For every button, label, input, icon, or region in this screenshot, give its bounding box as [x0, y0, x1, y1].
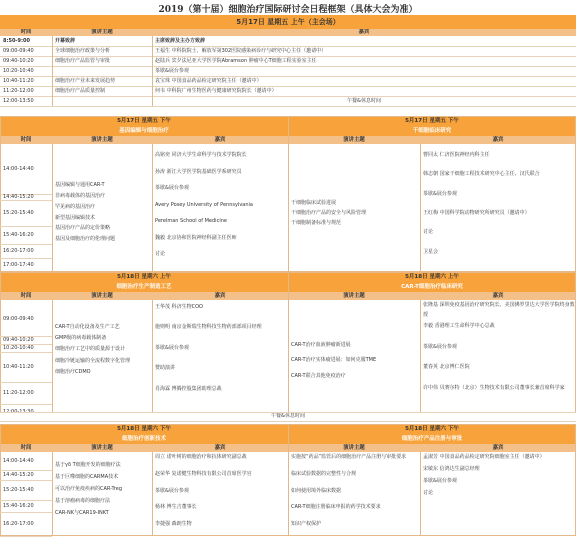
topic-cell: 基因及细胞治疗的伦理问题 [55, 236, 116, 243]
col-header-guest: 嘉宾 [152, 136, 288, 144]
day2_morning-left-subtitle: 细胞治疗生产制造工艺 [0, 282, 288, 292]
lunch-break: 午餐&休息时间 [0, 412, 576, 422]
col-header-time: 时间 [0, 444, 52, 452]
time-cell: 14:00-14:40 [3, 166, 34, 172]
col-header-time: 时间 [0, 292, 52, 300]
column-divider [288, 116, 289, 272]
time-cell: 16:20-17:00 [3, 521, 34, 527]
time-cell: 10:40-11:20 [3, 78, 34, 84]
guest-cell: 茶歇&展台参观 [423, 343, 457, 350]
row-divider [0, 412, 576, 413]
topic-cell: 基于溶瘤病毒的细胞疗法 [55, 498, 111, 504]
guest-cell: 茶歇&展台参观 [423, 190, 457, 197]
topic-cell: 干细胞治疗产品的安全与风险管理 [291, 210, 367, 216]
guest-cell: 周立 诺叶树的细胞治疗和抗体研究副总裁 [155, 454, 247, 460]
guest-cell: 午餐&休息时间 [347, 98, 381, 104]
topic-cell: 知识产权保护 [291, 521, 322, 528]
time-cell: 09:40-10:20 [3, 337, 34, 343]
topic-cell: CAR-T联合其他免疫治疗 [291, 372, 346, 379]
guest-cell: 茶歇&展台参观 [423, 478, 457, 484]
guest-cell: 曹同太 仁济医院神经内科主任 [423, 152, 490, 158]
time-cell: 09:00-09:40 [3, 316, 34, 322]
guest-cell: 袁宝珠 中国食品药品检定研究院主任（邀请中） [155, 78, 262, 84]
day2_morning-left-header: 5月18日 星期六 上午 [0, 272, 288, 282]
day1_afternoon-right-header: 5月17日 星期五 下午 [288, 116, 576, 126]
day1_afternoon-left-subtitle: 基因编辑与细胞治疗 [0, 126, 288, 136]
col-header-guest: 嘉宾 [152, 29, 576, 36]
topic-cell: 罕见病的基因治疗 [55, 203, 96, 210]
topic-cell: 细胞冷链运输的全流程数字化管理 [55, 357, 131, 364]
col-header-topic: 演讲主题 [52, 29, 152, 36]
topic-cell: 非病毒载体的基因治疗 [55, 192, 106, 199]
col-header-topic: 演讲主题 [288, 136, 420, 144]
topic-cell: 基因编辑与通用CAR-T [55, 182, 105, 188]
time-cell: 14:40-15:20 [3, 194, 34, 200]
topic-cell: 全球细胞治疗政策与分析 [55, 48, 111, 54]
time-cell: 15:20-15:40 [3, 487, 34, 493]
day1_afternoon-left-header: 5月17日 星期五 下午 [0, 116, 288, 126]
guest-cell: 韩志朝 国家干细胞工程技术研究中心主任、汉氏联合 [423, 171, 540, 178]
col-header-topic: 演讲主题 [52, 136, 152, 144]
topic-cell: 临床试验数据的完整性与合规 [291, 470, 357, 477]
time-cell: 17:00-17:40 [3, 262, 34, 268]
time-cell: 11:20-12:00 [3, 390, 34, 396]
guest-cell: 王福生 中科院院士、解放军第302医院感染病诊疗与研究中心主任（邀请中） [155, 48, 327, 54]
row-divider [0, 106, 576, 107]
day1-morning-header: 5月17日 星期五 上午（主会场） [0, 15, 576, 29]
col-header-time: 时间 [0, 136, 52, 144]
time-cell: 14:40-15:20 [3, 472, 34, 478]
topic-cell: 基于巨噬细胞的CARMA技术 [55, 474, 119, 480]
topic-cell: 基于γδ T细胞开发的细胞疗法 [55, 462, 121, 468]
topic-cell: CAR-T治疗实体瘤进展：如何克服TME [291, 357, 377, 364]
day2_afternoon-right-subtitle: 细胞治疗产品注册与审批 [288, 434, 576, 444]
guest-cell: 卫星会 [423, 248, 439, 255]
col-header-topic: 演讲主题 [288, 444, 420, 452]
guest-cell: 讨论 [155, 251, 166, 258]
topic-cell: 细胞治疗工艺中的质量源于设计 [55, 346, 126, 353]
topic-cell: 细胞治疗产品监管与审批 [55, 58, 111, 64]
time-cell: 10:20-10:40 [3, 68, 34, 74]
guest-cell: 许中伟 贝赛尔特（北京）生物技术有限公司董事长兼首席科学家 [423, 385, 565, 392]
col-header-guest: 嘉宾 [420, 136, 576, 144]
topic-cell: 细胞治疗CDMO [55, 368, 91, 375]
time-cell: 11:20-12:00 [3, 88, 34, 94]
row-divider [0, 421, 576, 422]
column-divider [52, 36, 53, 106]
guest-cell: 主席致辞及主办方致辞 [155, 38, 206, 44]
topic-cell: CAR-T细胞注册临床申报的药学技术要求 [291, 504, 381, 511]
guest-cell: 赵陆兵 宾夕法尼亚大学医学院Abramson 肿瘤中心T细胞工程实验室主任 [155, 58, 317, 64]
guest-cell: 讨论 [423, 490, 434, 496]
time-cell: 12:00-13:50 [3, 98, 34, 104]
guest-cell: 张隆基 深圳免疫基因治疗研究院长、美国佛罗里达大学医学院终身教授 [423, 302, 575, 318]
guest-cell: 宋敏东 信鸿达生副总经理 [423, 466, 480, 472]
topic-cell: 干细胞临床试验进展 [291, 200, 337, 206]
col-header-topic: 演讲主题 [52, 292, 152, 300]
guest-cell: 茶歇&展台参观 [155, 185, 189, 192]
time-cell: 15:20-15:40 [3, 210, 34, 216]
day2_morning-right-subtitle: CAR-T细胞治疗临床研究 [288, 282, 576, 292]
guest-cell: 王华茂 科济生物COO [155, 304, 203, 310]
topic-cell: CAR-T治疗血液肿瘤新进展 [291, 342, 351, 348]
col-header-guest: 嘉宾 [152, 444, 288, 452]
topic-cell: 如何使用境外临床数据 [291, 487, 342, 494]
guest-cell: 讨论 [423, 229, 434, 236]
topic-cell: 新型基因编辑技术 [55, 214, 96, 221]
topic-cell: 实施按“药品”监管后的细胞治疗产品注册与审批要求 [291, 454, 407, 460]
time-cell: 8:50-9:00 [3, 38, 30, 44]
guest-cell: Perelman School of Medicine [155, 218, 227, 225]
guest-cell: 李捷强 森朗生物 [155, 521, 192, 528]
day1_afternoon-right-subtitle: 干细胞临床研究 [288, 126, 576, 136]
day2_afternoon-right-header: 5月18日 星期六 下午 [288, 424, 576, 434]
guest-cell: 杨林 博生吉董事长 [155, 504, 197, 511]
col-header-guest: 嘉宾 [420, 292, 576, 300]
time-cell: 14:00-14:40 [3, 458, 34, 464]
guest-cell: 茶歇&展台参观 [155, 68, 189, 74]
page-title: 2019（第十届）细胞治疗国际研讨会日程框架（具体大会为准） [158, 5, 418, 15]
col-header-topic: 演讲主题 [288, 292, 420, 300]
guest-cell: 赞助演讲 [155, 365, 176, 372]
guest-cell: 孙涛 浙江大学医学院基础医学系研究员 [155, 168, 242, 175]
day2_afternoon-left-header: 5月18日 星期六 下午 [0, 424, 288, 434]
column-divider [152, 36, 153, 106]
topic-cell: 细胞治疗产业未来发展趋势 [55, 78, 116, 84]
time-cell: 09:00-09:40 [3, 48, 34, 54]
guest-cell: 魏毅 北京协和医院神经科副主任医师 [155, 234, 237, 241]
topic-cell: CAR-NK与CAR19-INKT [55, 510, 109, 516]
time-cell: 10:40-11:20 [3, 364, 34, 370]
guest-cell: 肖海霖 博腾控股集团助理总裁 [155, 385, 222, 392]
topic-cell: CAR-T自动化设备及生产工艺 [55, 324, 120, 330]
guest-cell: 孟淑芳 中国食品药品检定研究院细胞室主任（邀请中） [423, 454, 545, 460]
col-header-topic: 演讲主题 [52, 444, 152, 452]
guest-cell: 施则明 南京金斯瑞生物科技生物药部部项目经理 [155, 324, 262, 331]
time-cell: 15:40-16:20 [3, 503, 34, 509]
topic-cell: 开幕致辞 [55, 38, 76, 44]
topic-cell: 可以治疗免疫疾病的CAR-Treg [55, 486, 123, 492]
guest-cell: 王红梅 中国科学院动物研究所研究员（邀请中） [423, 210, 530, 216]
guest-cell: 赵荣华 复诺健生物科技有限公司首席医学官 [155, 470, 252, 477]
topic-cell: GMP级的病毒载体制备 [55, 335, 107, 342]
guest-cell: 高铭奕 同济大学生命科学与技术学院院长 [155, 152, 247, 158]
guest-cell: Avery Posey University of Pennsylvania [155, 201, 253, 208]
guest-cell: 董春英 北京博仁医院 [423, 364, 470, 371]
guest-cell: 李毅 香港理工生命科学中心总裁 [423, 322, 495, 329]
topic-cell: 干细胞制备标准与规范 [291, 220, 342, 226]
day2_afternoon-left-subtitle: 细胞治疗创新技术 [0, 434, 288, 444]
col-header-guest: 嘉宾 [152, 292, 288, 300]
time-cell: 10:20-10:40 [3, 345, 34, 351]
time-cell: 16:20-17:00 [3, 248, 34, 254]
time-cell: 15:40-16:20 [3, 232, 34, 238]
guest-cell: 茶歇&展台参观 [155, 487, 189, 494]
time-cell: 09:40-10:20 [3, 58, 34, 64]
topic-cell: 细胞治疗产品质量控制 [55, 88, 106, 94]
col-header-guest: 嘉宾 [420, 444, 576, 452]
guest-cell: 茶歇&展台参观 [155, 344, 189, 351]
topic-cell: 基因治疗产品的定价策略 [55, 225, 111, 232]
guest-cell: 何韦 中科院广州生物医药与健康研究院院长（邀请中） [155, 88, 277, 94]
day2_morning-right-header: 5月18日 星期六 上午 [288, 272, 576, 282]
col-header-time: 时间 [0, 29, 52, 36]
